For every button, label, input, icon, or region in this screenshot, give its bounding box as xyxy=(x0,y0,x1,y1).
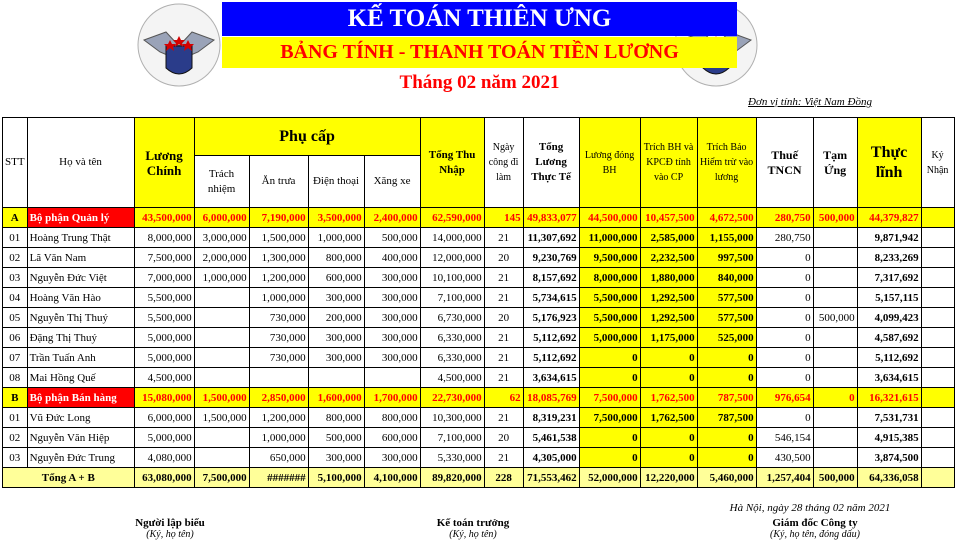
cell-net: 9,871,942 xyxy=(857,228,921,248)
cell-name: Lã Văn Nam xyxy=(27,248,134,268)
cell-days: 21 xyxy=(484,368,523,388)
cell-gross: 14,000,000 xyxy=(420,228,484,248)
cell-stt: 05 xyxy=(3,308,28,328)
table-row xyxy=(3,228,955,248)
total-cell-advance: 500,000 xyxy=(813,468,857,488)
cell-resp: 1,000,000 xyxy=(194,268,249,288)
cell-tax: 546,154 xyxy=(756,428,813,448)
cell-phone: 300,000 xyxy=(308,288,364,308)
cell-advance xyxy=(813,368,857,388)
col-name: Họ và tên xyxy=(27,118,134,208)
group-cell-net: 44,379,827 xyxy=(857,208,921,228)
cell-ins_emp: 577,500 xyxy=(697,308,756,328)
group-cell-tax: 976,654 xyxy=(756,388,813,408)
cell-resp xyxy=(194,328,249,348)
cell-stt: 04 xyxy=(3,288,28,308)
cell-name: Đặng Thị Thuý xyxy=(27,328,134,348)
group-cell-actual: 18,085,769 xyxy=(523,388,579,408)
cell-lunch: 1,500,000 xyxy=(249,228,308,248)
signer-director-note: (Ký, họ tên, đóng dấu) xyxy=(770,529,860,540)
col-days: Ngày công đi làm xyxy=(484,118,523,208)
col-ins-base: Lương đóng BH xyxy=(579,118,640,208)
cell-resp xyxy=(194,288,249,308)
total-cell-lunch: ####### xyxy=(249,468,308,488)
total-cell-fuel: 4,100,000 xyxy=(364,468,420,488)
group-cell-days: 145 xyxy=(484,208,523,228)
cell-base: 5,000,000 xyxy=(134,348,194,368)
cell-net: 4,099,423 xyxy=(857,308,921,328)
table-row xyxy=(3,308,955,328)
cell-gross: 6,730,000 xyxy=(420,308,484,328)
group-cell-advance: 0 xyxy=(813,388,857,408)
cell-stt: 06 xyxy=(3,328,28,348)
cell-ins_co: 1,762,500 xyxy=(640,408,697,428)
cell-lunch: 1,300,000 xyxy=(249,248,308,268)
cell-base: 4,080,000 xyxy=(134,448,194,468)
cell-net: 4,587,692 xyxy=(857,328,921,348)
cell-fuel: 800,000 xyxy=(364,408,420,428)
total-row xyxy=(3,468,955,488)
cell-ins_base: 0 xyxy=(579,368,640,388)
group-cell-ins_base: 7,500,000 xyxy=(579,388,640,408)
cell-ins_co: 0 xyxy=(640,448,697,468)
cell-tax: 430,500 xyxy=(756,448,813,468)
cell-net: 7,317,692 xyxy=(857,268,921,288)
cell-fuel: 500,000 xyxy=(364,228,420,248)
cell-ins_emp: 0 xyxy=(697,368,756,388)
cell-fuel: 400,000 xyxy=(364,248,420,268)
cell-sign xyxy=(921,328,954,348)
cell-phone xyxy=(308,368,364,388)
cell-resp: 1,500,000 xyxy=(194,408,249,428)
cell-fuel: 300,000 xyxy=(364,288,420,308)
cell-ins_base: 7,500,000 xyxy=(579,408,640,428)
cell-name: Trần Tuấn Anh xyxy=(27,348,134,368)
cell-tax: 0 xyxy=(756,368,813,388)
cell-sign xyxy=(921,428,954,448)
cell-lunch: 730,000 xyxy=(249,308,308,328)
cell-gross: 12,000,000 xyxy=(420,248,484,268)
cell-base: 6,000,000 xyxy=(134,408,194,428)
group-row xyxy=(3,208,955,228)
cell-fuel: 300,000 xyxy=(364,268,420,288)
cell-lunch: 1,000,000 xyxy=(249,288,308,308)
group-cell-fuel: 1,700,000 xyxy=(364,388,420,408)
cell-fuel: 300,000 xyxy=(364,328,420,348)
cell-days: 21 xyxy=(484,348,523,368)
group-cell-gross: 22,730,000 xyxy=(420,388,484,408)
cell-advance xyxy=(813,328,857,348)
cell-gross: 7,100,000 xyxy=(420,428,484,448)
total-cell-base: 63,080,000 xyxy=(134,468,194,488)
total-cell-ins_co: 12,220,000 xyxy=(640,468,697,488)
cell-ins_co: 1,292,500 xyxy=(640,308,697,328)
cell-stt: 07 xyxy=(3,348,28,368)
cell-ins_emp: 525,000 xyxy=(697,328,756,348)
cell-days: 21 xyxy=(484,228,523,248)
cell-stt: 03 xyxy=(3,268,28,288)
cell-gross: 7,100,000 xyxy=(420,288,484,308)
col-actual: Tổng Lương Thực Tế xyxy=(523,118,579,208)
cell-ins_co: 0 xyxy=(640,368,697,388)
col-lunch: Ăn trưa xyxy=(249,156,308,208)
col-tax: Thuế TNCN xyxy=(756,118,813,208)
cell-advance xyxy=(813,448,857,468)
cell-ins_base: 9,500,000 xyxy=(579,248,640,268)
cell-phone: 800,000 xyxy=(308,408,364,428)
total-label: Tổng A + B xyxy=(3,468,135,488)
cell-sign xyxy=(921,348,954,368)
cell-days: 20 xyxy=(484,248,523,268)
table-row xyxy=(3,288,955,308)
group-cell-tax: 280,750 xyxy=(756,208,813,228)
cell-fuel: 300,000 xyxy=(364,308,420,328)
cell-gross: 5,330,000 xyxy=(420,448,484,468)
col-allowance: Phụ cấp xyxy=(194,118,420,156)
cell-phone: 300,000 xyxy=(308,328,364,348)
cell-actual: 5,112,692 xyxy=(523,348,579,368)
cell-gross: 4,500,000 xyxy=(420,368,484,388)
company-logo-left xyxy=(136,2,222,88)
cell-net: 8,233,269 xyxy=(857,248,921,268)
cell-tax: 0 xyxy=(756,268,813,288)
cell-stt: 08 xyxy=(3,368,28,388)
group-cell-ins_co: 10,457,500 xyxy=(640,208,697,228)
cell-name: Mai Hồng Quế xyxy=(27,368,134,388)
cell-tax: 280,750 xyxy=(756,228,813,248)
cell-sign xyxy=(921,308,954,328)
signer-director-title: Giám đốc Công ty xyxy=(772,517,858,529)
cell-ins_emp: 0 xyxy=(697,348,756,368)
cell-days: 21 xyxy=(484,328,523,348)
cell-days: 21 xyxy=(484,288,523,308)
cell-days: 20 xyxy=(484,428,523,448)
cell-fuel xyxy=(364,368,420,388)
cell-phone: 200,000 xyxy=(308,308,364,328)
cell-ins_emp: 787,500 xyxy=(697,408,756,428)
cell-base: 5,500,000 xyxy=(134,288,194,308)
cell-ins_emp: 0 xyxy=(697,448,756,468)
cell-ins_base: 11,000,000 xyxy=(579,228,640,248)
cell-ins_base: 0 xyxy=(579,348,640,368)
cell-lunch: 650,000 xyxy=(249,448,308,468)
col-ins-co: Trích BH và KPCĐ tính vào CP xyxy=(640,118,697,208)
cell-resp xyxy=(194,348,249,368)
cell-ins_emp: 840,000 xyxy=(697,268,756,288)
cell-advance xyxy=(813,288,857,308)
col-advance: Tạm Ứng xyxy=(813,118,857,208)
cell-name: Nguyễn Thị Thuý xyxy=(27,308,134,328)
cell-resp xyxy=(194,428,249,448)
table-row xyxy=(3,348,955,368)
cell-resp xyxy=(194,308,249,328)
cell-net: 7,531,731 xyxy=(857,408,921,428)
cell-advance xyxy=(813,228,857,248)
cell-ins_base: 5,500,000 xyxy=(579,288,640,308)
table-row xyxy=(3,368,955,388)
cell-ins_base: 8,000,000 xyxy=(579,268,640,288)
cell-name: Nguyễn Đức Việt xyxy=(27,268,134,288)
cell-ins_co: 2,232,500 xyxy=(640,248,697,268)
group-row xyxy=(3,388,955,408)
signer-chief-accountant-title: Kế toán trưởng xyxy=(436,517,510,529)
cell-gross: 10,300,000 xyxy=(420,408,484,428)
group-cell-sign xyxy=(921,208,954,228)
cell-sign xyxy=(921,448,954,468)
cell-lunch xyxy=(249,368,308,388)
cell-base: 8,000,000 xyxy=(134,228,194,248)
cell-fuel: 300,000 xyxy=(364,348,420,368)
group-cell-sign xyxy=(921,388,954,408)
signer-preparer-note: (Ký, họ tên) xyxy=(146,529,194,540)
cell-sign xyxy=(921,288,954,308)
group-cell-phone: 1,600,000 xyxy=(308,388,364,408)
group-cell-resp: 1,500,000 xyxy=(194,388,249,408)
cell-fuel: 300,000 xyxy=(364,448,420,468)
signer-preparer-title: Người lập biểu xyxy=(135,517,205,529)
cell-ins_base: 0 xyxy=(579,448,640,468)
cell-ins_emp: 0 xyxy=(697,428,756,448)
col-net: Thực lĩnh xyxy=(857,118,921,208)
cell-actual: 8,157,692 xyxy=(523,268,579,288)
cell-net: 5,157,115 xyxy=(857,288,921,308)
total-cell-ins_emp: 5,460,000 xyxy=(697,468,756,488)
cell-phone: 800,000 xyxy=(308,248,364,268)
payroll-table xyxy=(2,117,955,488)
col-resp: Trách nhiệm xyxy=(194,156,249,208)
group-cell-advance: 500,000 xyxy=(813,208,857,228)
cell-lunch: 730,000 xyxy=(249,348,308,368)
cell-sign xyxy=(921,248,954,268)
cell-gross: 10,100,000 xyxy=(420,268,484,288)
currency-unit: Đơn vị tính: Việt Nam Đồng xyxy=(748,96,872,108)
cell-net: 5,112,692 xyxy=(857,348,921,368)
cell-sign xyxy=(921,408,954,428)
group-cell-ins_emp: 4,672,500 xyxy=(697,208,756,228)
cell-actual: 5,176,923 xyxy=(523,308,579,328)
signer-chief-accountant-note: (Ký, họ tên) xyxy=(449,529,497,540)
group-cell-stt: A xyxy=(3,208,28,228)
cell-name: Vũ Đức Long xyxy=(27,408,134,428)
col-base: Lương Chính xyxy=(134,118,194,208)
col-sign: Ký Nhận xyxy=(921,118,954,208)
signer-director xyxy=(720,517,910,540)
cell-lunch: 1,200,000 xyxy=(249,268,308,288)
cell-base: 5,000,000 xyxy=(134,328,194,348)
group-cell-ins_emp: 787,500 xyxy=(697,388,756,408)
table-row xyxy=(3,408,955,428)
cell-stt: 02 xyxy=(3,248,28,268)
group-cell-gross: 62,590,000 xyxy=(420,208,484,228)
cell-stt: 01 xyxy=(3,228,28,248)
table-row xyxy=(3,448,955,468)
total-cell-sign xyxy=(921,468,954,488)
signer-chief-accountant xyxy=(383,517,563,540)
group-cell-name: Bộ phận Bán hàng xyxy=(27,388,134,408)
group-cell-stt: B xyxy=(3,388,28,408)
group-cell-actual: 49,833,077 xyxy=(523,208,579,228)
cell-sign xyxy=(921,268,954,288)
cell-days: 21 xyxy=(484,408,523,428)
group-cell-phone: 3,500,000 xyxy=(308,208,364,228)
group-cell-days: 62 xyxy=(484,388,523,408)
cell-ins_co: 1,175,000 xyxy=(640,328,697,348)
table-row xyxy=(3,428,955,448)
col-stt: STT xyxy=(3,118,28,208)
total-cell-net: 64,336,058 xyxy=(857,468,921,488)
cell-gross: 6,330,000 xyxy=(420,348,484,368)
cell-ins_co: 1,292,500 xyxy=(640,288,697,308)
cell-ins_emp: 997,500 xyxy=(697,248,756,268)
col-fuel: Xăng xe xyxy=(364,156,420,208)
group-cell-fuel: 2,400,000 xyxy=(364,208,420,228)
cell-base: 5,000,000 xyxy=(134,428,194,448)
cell-actual: 5,461,538 xyxy=(523,428,579,448)
cell-name: Hoàng Văn Hào xyxy=(27,288,134,308)
cell-gross: 6,330,000 xyxy=(420,328,484,348)
group-cell-base: 15,080,000 xyxy=(134,388,194,408)
cell-days: 20 xyxy=(484,308,523,328)
cell-advance: 500,000 xyxy=(813,308,857,328)
company-title: KẾ TOÁN THIÊN ƯNG xyxy=(222,2,737,36)
cell-actual: 4,305,000 xyxy=(523,448,579,468)
total-cell-tax: 1,257,404 xyxy=(756,468,813,488)
col-gross: Tổng Thu Nhập xyxy=(420,118,484,208)
footer-date: Hà Nội, ngày 28 tháng 02 năm 2021 xyxy=(729,502,891,514)
cell-actual: 9,230,769 xyxy=(523,248,579,268)
cell-base: 5,500,000 xyxy=(134,308,194,328)
group-cell-lunch: 7,190,000 xyxy=(249,208,308,228)
cell-fuel: 600,000 xyxy=(364,428,420,448)
group-cell-ins_base: 44,500,000 xyxy=(579,208,640,228)
cell-tax: 0 xyxy=(756,308,813,328)
total-cell-actual: 71,553,462 xyxy=(523,468,579,488)
cell-days: 21 xyxy=(484,268,523,288)
cell-ins_co: 1,880,000 xyxy=(640,268,697,288)
total-cell-gross: 89,820,000 xyxy=(420,468,484,488)
cell-sign xyxy=(921,368,954,388)
cell-resp: 3,000,000 xyxy=(194,228,249,248)
group-cell-base: 43,500,000 xyxy=(134,208,194,228)
cell-base: 7,000,000 xyxy=(134,268,194,288)
cell-advance xyxy=(813,348,857,368)
cell-stt: 02 xyxy=(3,428,28,448)
cell-tax: 0 xyxy=(756,288,813,308)
cell-phone: 300,000 xyxy=(308,448,364,468)
cell-advance xyxy=(813,248,857,268)
cell-net: 4,915,385 xyxy=(857,428,921,448)
cell-net: 3,874,500 xyxy=(857,448,921,468)
cell-lunch: 1,000,000 xyxy=(249,428,308,448)
group-cell-ins_co: 1,762,500 xyxy=(640,388,697,408)
sheet-subtitle: BẢNG TÍNH - THANH TOÁN TIỀN LƯƠNG xyxy=(222,37,737,68)
cell-phone: 600,000 xyxy=(308,268,364,288)
cell-advance xyxy=(813,428,857,448)
table-row xyxy=(3,248,955,268)
cell-tax: 0 xyxy=(756,408,813,428)
group-cell-name: Bộ phận Quản lý xyxy=(27,208,134,228)
cell-stt: 01 xyxy=(3,408,28,428)
cell-sign xyxy=(921,228,954,248)
cell-phone: 1,000,000 xyxy=(308,228,364,248)
payroll-body xyxy=(3,208,955,488)
cell-net: 3,634,615 xyxy=(857,368,921,388)
cell-name: Nguyễn Văn Hiệp xyxy=(27,428,134,448)
table-row xyxy=(3,268,955,288)
cell-actual: 5,734,615 xyxy=(523,288,579,308)
cell-base: 4,500,000 xyxy=(134,368,194,388)
cell-base: 7,500,000 xyxy=(134,248,194,268)
cell-advance xyxy=(813,268,857,288)
cell-ins_co: 0 xyxy=(640,428,697,448)
cell-actual: 5,112,692 xyxy=(523,328,579,348)
cell-lunch: 730,000 xyxy=(249,328,308,348)
cell-ins_emp: 577,500 xyxy=(697,288,756,308)
cell-actual: 11,307,692 xyxy=(523,228,579,248)
cell-name: Nguyễn Đức Trung xyxy=(27,448,134,468)
cell-ins_base: 5,000,000 xyxy=(579,328,640,348)
cell-ins_base: 0 xyxy=(579,428,640,448)
total-cell-phone: 5,100,000 xyxy=(308,468,364,488)
cell-actual: 3,634,615 xyxy=(523,368,579,388)
cell-advance xyxy=(813,408,857,428)
cell-days: 21 xyxy=(484,448,523,468)
total-cell-days: 228 xyxy=(484,468,523,488)
cell-tax: 0 xyxy=(756,248,813,268)
period-label: Tháng 02 năm 2021 xyxy=(399,72,560,93)
cell-lunch: 1,200,000 xyxy=(249,408,308,428)
cell-resp xyxy=(194,448,249,468)
cell-ins_co: 2,585,000 xyxy=(640,228,697,248)
cell-stt: 03 xyxy=(3,448,28,468)
group-cell-resp: 6,000,000 xyxy=(194,208,249,228)
cell-phone: 500,000 xyxy=(308,428,364,448)
total-cell-ins_base: 52,000,000 xyxy=(579,468,640,488)
group-cell-lunch: 2,850,000 xyxy=(249,388,308,408)
cell-name: Hoàng Trung Thật xyxy=(27,228,134,248)
cell-resp xyxy=(194,368,249,388)
cell-phone: 300,000 xyxy=(308,348,364,368)
cell-ins_co: 0 xyxy=(640,348,697,368)
cell-tax: 0 xyxy=(756,348,813,368)
col-ins-emp: Trích Bảo Hiểm trừ vào lương xyxy=(697,118,756,208)
signer-preparer xyxy=(80,517,260,540)
cell-ins_emp: 1,155,000 xyxy=(697,228,756,248)
cell-actual: 8,319,231 xyxy=(523,408,579,428)
cell-ins_base: 5,500,000 xyxy=(579,308,640,328)
cell-tax: 0 xyxy=(756,328,813,348)
cell-resp: 2,000,000 xyxy=(194,248,249,268)
col-phone: Điện thoại xyxy=(308,156,364,208)
group-cell-net: 16,321,615 xyxy=(857,388,921,408)
total-cell-resp: 7,500,000 xyxy=(194,468,249,488)
table-row xyxy=(3,328,955,348)
